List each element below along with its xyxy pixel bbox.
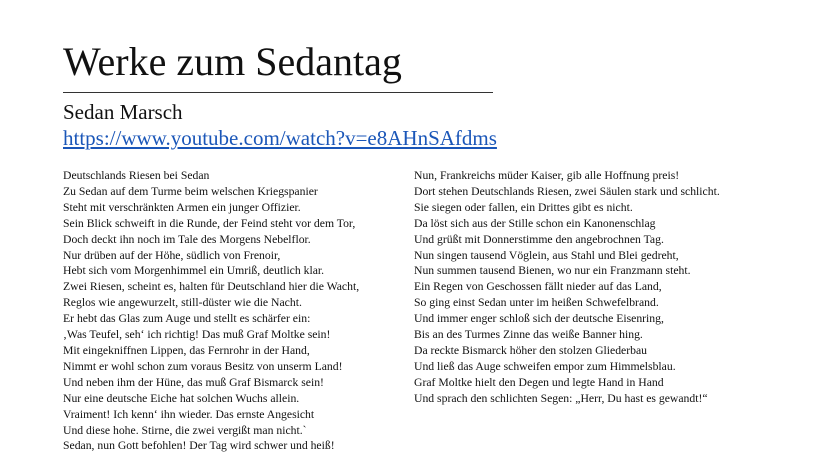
- poem-line: Sie siegen oder fallen, ein Drittes gibt es nicht.: [414, 200, 633, 214]
- poem-line: Und immer enger schloß sich der deutsche Eisenring,: [414, 312, 664, 326]
- poem-line: Nur drüben auf der Höhe, südlich von Frenoir,: [63, 248, 281, 262]
- poem-line: Und sprach den schlichten Segen: „Herr, Du hast es gewandt!“: [414, 391, 708, 405]
- poem-line: Dort stehen Deutschlands Riesen, zwei Säulen stark und schlicht.: [414, 184, 720, 198]
- poem-line: Nimmt er wohl schon zum voraus Besitz von unserm Land!: [63, 359, 343, 373]
- youtube-link[interactable]: https://www.youtube.com/watch?v=e8AHnSAfdms: [63, 126, 497, 150]
- poem-line: Zu Sedan auf dem Turme beim welschen Kriegspanier: [63, 184, 318, 198]
- poem-line: Er hebt das Glas zum Auge und stellt es schärfer ein:: [63, 312, 311, 326]
- poem-line: Hebt sich vom Morgenhimmel ein Umriß, deutlich klar.: [63, 264, 325, 278]
- poem-line: So ging einst Sedan unter im heißen Schwefelbrand.: [414, 296, 659, 310]
- poem-line: Und diese hohe. Stirne, die zwei vergißt man nicht.`: [63, 423, 307, 437]
- poem-line: Bis an des Turmes Zinne das weiße Banner hing.: [414, 328, 643, 342]
- poem-line: Vraiment! Ich kenn‘ ihn wieder. Das ernste Angesicht: [63, 407, 315, 421]
- poem-line: Nun singen tausend Vöglein, aus Stahl und Blei gedreht,: [414, 248, 679, 262]
- subtitle: Sedan Marsch: [63, 100, 183, 124]
- poem-line: Graf Moltke hielt den Degen und legte Hand in Hand: [414, 375, 664, 389]
- poem-line: Doch deckt ihn noch im Tale des Morgens Nebelflor.: [63, 232, 311, 246]
- poem-line: ‚Was Teufel, seh‘ ich richtig! Das muß Graf Moltke sein!: [63, 328, 331, 342]
- poem-line: Nun, Frankreichs müder Kaiser, gib alle Hoffnung preis!: [414, 169, 680, 182]
- poem-line: Ein Regen von Geschossen fällt nieder auf das Land,: [414, 280, 662, 294]
- poem-line: Und neben ihm der Hüne, das muß Graf Bismarck sein!: [63, 375, 324, 389]
- poem-line: Mit eingekniffnen Lippen, das Fernrohr in der Hand,: [63, 343, 310, 357]
- poem-line: Steht mit verschränkten Armen ein junger Offizier.: [63, 200, 301, 214]
- title-divider: [63, 92, 493, 93]
- poem-left-column: [63, 168, 359, 454]
- poem-line: Nun summen tausend Bienen, wo nur ein Franzmann steht.: [414, 264, 691, 278]
- poem-line: Zwei Riesen, scheint es, halten für Deutschland hier die Wacht,: [63, 280, 360, 294]
- poem-line: Deutschlands Riesen bei Sedan: [63, 169, 210, 182]
- poem-line: Und grüßt mit Donnerstimme den angebrochnen Tag.: [414, 232, 664, 246]
- poem-line: Da reckte Bismarck höher den stolzen Gliederbau: [414, 343, 648, 357]
- page-title: Werke zum Sedantag: [63, 39, 402, 84]
- poem-line: Sedan, nun Gott befohlen! Der Tag wird schwer und heiß!: [63, 439, 335, 453]
- poem-line: Sein Blick schweift in die Runde, der Feind steht vor dem Tor,: [63, 216, 356, 230]
- poem-line: Reglos wie angewurzelt, still-düster wie die Nacht.: [63, 296, 302, 310]
- poem-line: Nur eine deutsche Eiche hat solchen Wuchs allein.: [63, 391, 300, 405]
- poem-line: Da löst sich aus der Stille schon ein Kanonenschlag: [414, 216, 656, 230]
- poem-right-column: [414, 168, 720, 407]
- poem-line: Und ließ das Auge schweifen empor zum Himmelsblau.: [414, 359, 676, 373]
